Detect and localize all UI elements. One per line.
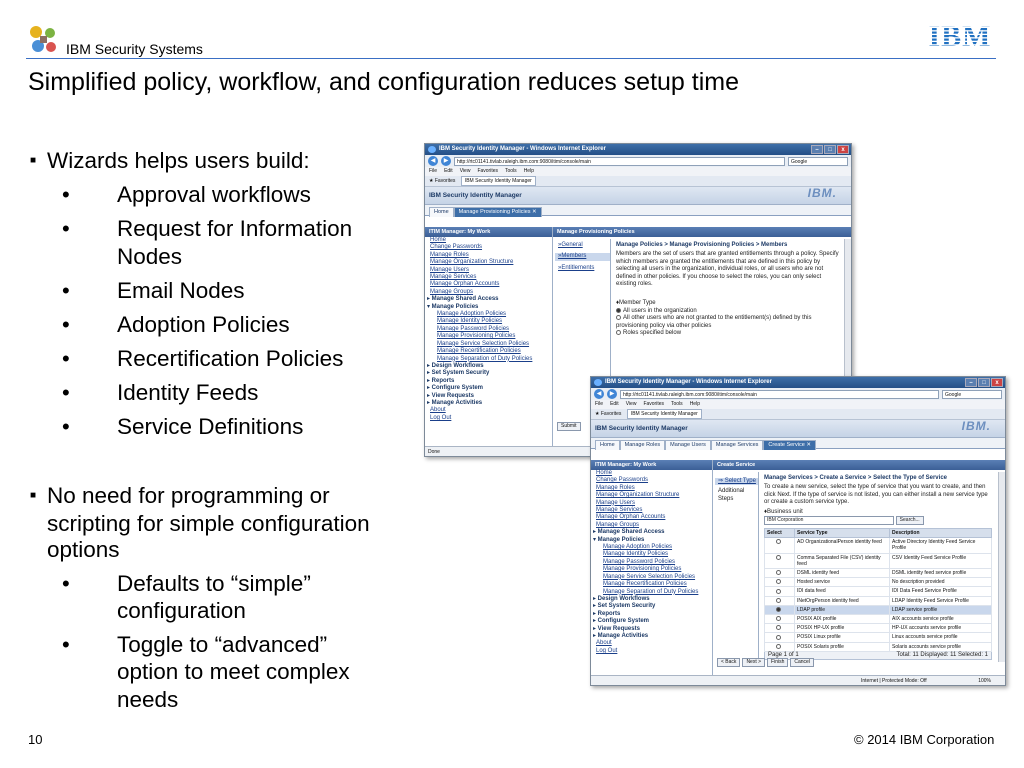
menu-file[interactable]: File <box>429 168 438 174</box>
service-type-cell: Comma Separated File (CSV) identity feed <box>795 553 890 568</box>
dot-bullet-icon: • <box>62 278 70 303</box>
service-type-cell: Hosted service <box>795 578 890 587</box>
menu-tools[interactable]: Tools <box>505 168 517 174</box>
browser-tab[interactable]: IBM Security Identity Manager <box>627 409 702 419</box>
create-service-description: To create a new service, select the type of service that you want to create, and then click Next. If the type of service is not listed, you can either install a new service type or create a custom service type. <box>764 484 988 506</box>
ibm-logo <box>925 21 995 49</box>
copyright: © 2014 IBM Corporation <box>854 732 995 747</box>
status-bar <box>591 675 1005 685</box>
page-info: Page 1 of 1 <box>768 651 799 658</box>
browser-window-create-service <box>590 376 1006 686</box>
menu-view[interactable]: View <box>459 168 471 174</box>
service-type-table <box>764 528 992 652</box>
left-pane-header: ITIM Manager: My Work <box>591 460 712 470</box>
service-type-cell: POSIX Solaris profile <box>795 642 890 651</box>
nav-link[interactable]: About <box>596 640 612 647</box>
table-row[interactable] <box>765 615 992 624</box>
table-row[interactable] <box>765 578 992 587</box>
scrollbar[interactable] <box>998 472 1005 662</box>
product-banner <box>425 187 851 205</box>
nav-link[interactable]: Manage Password Policies <box>603 558 676 565</box>
step-general[interactable]: »General <box>558 242 583 248</box>
cancel-button[interactable]: Cancel <box>790 658 814 667</box>
members-description: Members are the set of users that are granted entitlements through a policy. Specify which members are granted the entitlements that are defined in this policy by selecting all users in the organization, individual roles, or all users who are not defined in other policies. If you choose to select the roles, you can only select existing roles. <box>616 251 839 288</box>
nav-link[interactable]: Manage Separation of Duty Policies <box>603 588 699 595</box>
nav-link[interactable]: Manage Recertification Policies <box>437 348 521 355</box>
menu-edit[interactable]: Edit <box>610 401 619 407</box>
bullet-item-cont: Nodes <box>117 244 183 269</box>
table-row[interactable] <box>765 642 992 651</box>
finish-button[interactable]: Finish <box>767 658 788 667</box>
nav-link[interactable]: Manage Adoption Policies <box>437 311 507 318</box>
search-input[interactable]: Google <box>942 390 1002 399</box>
back-icon[interactable]: ◀ <box>428 156 438 166</box>
tab-manage-provisioning-policies[interactable]: Manage Provisioning Policies ✕ <box>454 207 542 217</box>
nav-link[interactable]: Manage Orphan Accounts <box>430 281 500 288</box>
service-type-cell: POSIX Linux profile <box>795 633 890 642</box>
description-cell: IDI Data Feed Service Profile <box>890 587 992 596</box>
radio-button[interactable] <box>616 315 621 320</box>
nav-link[interactable]: Manage Orphan Accounts <box>596 514 666 521</box>
table-row[interactable] <box>765 569 992 578</box>
security-zone: Internet | Protected Mode: Off <box>861 678 927 684</box>
create-service-content <box>761 472 995 660</box>
nav-link[interactable]: Manage Adoption Policies <box>603 544 673 551</box>
tab-create-service[interactable]: Create Service ✕ <box>763 440 816 450</box>
table-row[interactable] <box>765 605 992 614</box>
nav-link[interactable]: Manage Roles <box>596 484 635 491</box>
search-button[interactable]: Search... <box>896 516 924 525</box>
forward-icon[interactable]: ▶ <box>441 156 451 166</box>
bullet-main: No need for programming or <box>47 483 330 508</box>
page-number: 10 <box>28 732 43 747</box>
dot-bullet-icon: • <box>62 312 70 337</box>
window-titlebar <box>425 144 851 155</box>
left-pane-header: ITIM Manager: My Work <box>425 227 552 237</box>
bullet-main-cont: options <box>47 537 120 562</box>
search-input[interactable]: Google <box>788 157 848 166</box>
nav-section[interactable]: ▾ Manage Policies <box>593 536 645 543</box>
description-cell: Linux accounts service profile <box>890 633 992 642</box>
tab-home[interactable]: Home <box>595 440 620 450</box>
tab-home[interactable]: Home <box>429 207 454 217</box>
next-button[interactable]: Next > <box>742 658 765 667</box>
maximize-button[interactable]: □ <box>824 145 836 154</box>
table-row[interactable] <box>765 633 992 642</box>
ibm-banner-logo: IBM. <box>807 186 837 200</box>
nav-link[interactable]: Manage Users <box>596 499 636 506</box>
ibm-banner-logo: IBM. <box>961 419 991 433</box>
nav-link[interactable]: Log Out <box>596 647 618 654</box>
description-cell: LDAP service profile <box>890 605 992 614</box>
bullet-item: Email Nodes <box>117 278 245 303</box>
menu-bar <box>591 400 1005 409</box>
favorites-bar <box>591 409 1005 420</box>
ie-icon <box>428 146 436 153</box>
table-row[interactable] <box>765 624 992 633</box>
description-cell: AIX accounts service profile <box>890 615 992 624</box>
radio-button[interactable] <box>616 330 621 335</box>
bullet-item: Identity Feeds <box>117 380 259 405</box>
menu-bar <box>425 167 851 176</box>
step-members[interactable]: »Members <box>555 253 610 260</box>
step-additional-cont: Steps <box>718 495 734 502</box>
service-type-cell: DSML identity feed <box>795 569 890 578</box>
nav-link[interactable]: Home <box>430 237 447 243</box>
wizard-steps <box>715 472 759 662</box>
tab-manage-users[interactable]: Manage Users <box>665 440 711 450</box>
member-type-label: ♦Member Type <box>616 300 656 307</box>
breadcrumb: Manage Policies > Manage Provisioning Policies > Members <box>616 242 788 248</box>
row-radio-button[interactable] <box>776 570 781 575</box>
nav-link[interactable]: Manage Service Selection Policies <box>437 340 530 347</box>
url-input[interactable]: http://rtc01141.tivlab.raleigh.ibm.com:9080/itim/console/main <box>620 390 939 399</box>
service-type-cell: POSIX AIX profile <box>795 615 890 624</box>
left-nav-list <box>591 470 712 655</box>
nav-link[interactable]: Change Passwords <box>596 477 649 484</box>
table-row[interactable] <box>765 538 992 553</box>
wizard-buttons <box>717 658 816 667</box>
maximize-button[interactable]: □ <box>978 378 990 387</box>
nav-link[interactable]: Manage Provisioning Policies <box>603 566 682 573</box>
bullet-item: Recertification Policies <box>117 346 344 371</box>
nav-section[interactable]: ▸ Manage Activities <box>593 632 649 639</box>
product-banner <box>591 420 1005 438</box>
breadcrumb: Manage Services > Create a Service > Select the Type of Service <box>764 475 947 481</box>
tab-manage-services[interactable]: Manage Services <box>711 440 764 450</box>
table-row[interactable] <box>765 553 992 568</box>
left-nav-pane <box>591 460 713 677</box>
col-service-type[interactable]: Service Type <box>795 529 890 538</box>
window-title: IBM Security Identity Manager - Windows Internet Explorer <box>439 146 606 152</box>
row-radio-button[interactable] <box>776 555 781 560</box>
description-cell: Active Directory Identity Feed Service Profile <box>890 538 992 553</box>
back-button[interactable]: < Back <box>717 658 740 667</box>
service-type-cell: AD OrganizationalPerson identity feed <box>795 538 890 553</box>
menu-view[interactable]: View <box>625 401 637 407</box>
bullet-item: Approval workflows <box>117 182 311 207</box>
radio-label: All users in the organization <box>623 307 697 314</box>
favorites-button[interactable]: Favorites <box>600 411 622 417</box>
window-titlebar <box>591 377 1005 388</box>
nav-link[interactable]: Manage Recertification Policies <box>603 581 687 588</box>
row-radio-button[interactable] <box>776 539 781 544</box>
bullet-item: Request for Information <box>117 216 353 241</box>
header-divider <box>26 58 996 59</box>
table-row[interactable] <box>765 587 992 596</box>
table-totals: Total: 11 Displayed: 11 Selected: 1 <box>896 651 988 658</box>
ie-icon <box>594 379 602 386</box>
nav-link[interactable]: Manage Password Policies <box>437 325 510 332</box>
forward-icon[interactable]: ▶ <box>607 389 617 399</box>
description-cell: LDAP Identity Feed Service Profile <box>890 596 992 605</box>
step-additional: Additional <box>718 488 745 495</box>
favorites-bar <box>425 176 851 187</box>
description-cell: DSML identity feed service profile <box>890 569 992 578</box>
nav-link[interactable]: Manage Groups <box>596 521 640 528</box>
dot-bullet-icon: • <box>62 380 70 405</box>
svg-text:IBM: IBM <box>928 21 992 49</box>
team-name: IBM Security Systems <box>66 41 203 57</box>
bullet-item: Defaults to “simple” <box>117 571 311 596</box>
back-icon[interactable]: ◀ <box>594 389 604 399</box>
radio-label: Roles specified below <box>623 330 682 337</box>
dot-bullet-icon: • <box>62 414 70 439</box>
nav-section[interactable]: ▸ View Requests <box>593 625 640 632</box>
nav-link[interactable]: Manage Groups <box>430 288 474 295</box>
business-unit-input[interactable]: IBM Corporation <box>764 516 894 525</box>
menu-favorites[interactable]: Favorites <box>643 401 664 407</box>
row-radio-button[interactable] <box>776 589 781 594</box>
nav-link[interactable]: Log Out <box>430 414 452 421</box>
bullet-main: Wizards helps users build: <box>47 148 310 173</box>
favorites-button[interactable]: Favorites <box>434 178 456 184</box>
row-radio-button[interactable] <box>776 607 781 612</box>
nav-link[interactable]: Manage Services <box>430 274 477 281</box>
nav-section[interactable]: ▸ Reports <box>593 610 621 617</box>
radio-button[interactable] <box>616 308 621 313</box>
dot-bullet-icon: • <box>62 632 70 657</box>
menu-edit[interactable]: Edit <box>444 168 453 174</box>
bullet-item: Adoption Policies <box>117 312 290 337</box>
slide-title: Simplified policy, workflow, and configuration reduces setup time <box>28 68 739 96</box>
description-cell: Solaris accounts service profile <box>890 642 992 651</box>
minimize-button[interactable]: – <box>965 378 977 387</box>
close-button[interactable]: x <box>837 145 849 154</box>
radio-label: All other users who are not granted to the entitlement(s) defined by this provisioning policy via other policies <box>616 315 812 329</box>
menu-tools[interactable]: Tools <box>671 401 683 407</box>
submit-button[interactable]: Submit <box>557 422 581 431</box>
nav-section[interactable]: ▸ Design Workflows <box>593 595 650 602</box>
square-bullet-icon: ■ <box>30 490 37 501</box>
left-nav-list <box>425 237 552 422</box>
nav-section[interactable]: ▸ Configure System <box>427 385 484 392</box>
nav-link[interactable]: Manage Identity Policies <box>603 551 669 558</box>
dot-bullet-icon: • <box>62 571 70 596</box>
description-cell: No description provided <box>890 578 992 587</box>
nav-link[interactable]: Manage Users <box>430 266 470 273</box>
nav-link[interactable]: Manage Service Selection Policies <box>603 573 696 580</box>
nav-link[interactable]: Manage Organization Structure <box>596 492 680 499</box>
description-cell: CSV Identity Feed Service Profile <box>890 553 992 568</box>
nav-section[interactable]: ▾ Manage Policies <box>427 303 479 310</box>
nav-link[interactable]: Manage Identity Policies <box>437 318 503 325</box>
row-radio-button[interactable] <box>776 625 781 630</box>
step-entitlements[interactable]: »Entitlements <box>558 264 595 271</box>
nav-section[interactable]: ▸ Set System Security <box>427 370 490 377</box>
address-bar <box>425 155 851 167</box>
nav-link[interactable]: Manage Organization Structure <box>430 259 514 266</box>
row-radio-button[interactable] <box>776 616 781 621</box>
row-radio-button[interactable] <box>776 579 781 584</box>
dot-bullet-icon: • <box>62 216 70 241</box>
nav-section[interactable]: ▸ Manage Shared Access <box>427 296 499 303</box>
business-unit-label: ♦Business unit <box>764 508 803 515</box>
nav-section[interactable]: ▸ Design Workflows <box>427 362 484 369</box>
description-cell: HP-UX accounts service profile <box>890 624 992 633</box>
row-radio-button[interactable] <box>776 598 781 603</box>
service-type-cell: INetOrgPerson identity feed <box>795 596 890 605</box>
right-pane-header: Create Service <box>713 460 1006 470</box>
product-name: IBM Security Identity Manager <box>429 192 522 199</box>
left-nav-pane <box>425 227 553 448</box>
bullet-main-cont: scripting for simple configuration <box>47 511 370 536</box>
product-name: IBM Security Identity Manager <box>595 425 688 432</box>
right-pane-header: Manage Provisioning Policies <box>553 227 852 237</box>
menu-favorites[interactable]: Favorites <box>477 168 498 174</box>
nav-section[interactable]: ▸ Manage Activities <box>427 399 483 406</box>
members-content <box>613 239 843 338</box>
nav-link[interactable]: About <box>430 407 446 414</box>
url-input[interactable]: http://rtc01141.tivlab.raleigh.ibm.com:9080/itim/console/main <box>454 157 785 166</box>
service-type-cell: LDAP profile <box>795 605 890 614</box>
service-type-cell: POSIX HP-UX profile <box>795 624 890 633</box>
dot-bullet-icon: • <box>62 182 70 207</box>
step-select-type[interactable]: ⇒ Select Type <box>715 478 758 485</box>
table-row[interactable] <box>765 596 992 605</box>
console-tabs <box>591 438 1005 449</box>
tab-manage-roles[interactable]: Manage Roles <box>620 440 665 450</box>
bullet-item-cont: configuration <box>117 598 246 623</box>
window-title: IBM Security Identity Manager - Windows Internet Explorer <box>605 379 772 385</box>
nav-link[interactable]: Manage Services <box>596 507 643 514</box>
nav-section[interactable]: ▸ Configure System <box>593 618 650 625</box>
zoom-level[interactable]: 100% <box>978 678 991 684</box>
nav-section[interactable]: ▸ Manage Shared Access <box>593 529 665 536</box>
security-team-logo <box>26 22 60 56</box>
nav-link[interactable]: Manage Roles <box>430 251 469 258</box>
square-bullet-icon: ■ <box>30 155 37 166</box>
nav-link[interactable]: Manage Provisioning Policies <box>437 333 516 340</box>
nav-link[interactable]: Manage Separation of Duty Policies <box>437 355 533 362</box>
bullet-item: Service Definitions <box>117 414 304 439</box>
bullet-item: Toggle to “advanced” <box>117 632 328 657</box>
minimize-button[interactable]: – <box>811 145 823 154</box>
bullet-item-cont: option to meet complex <box>117 659 350 684</box>
nav-link[interactable]: Change Passwords <box>430 244 483 251</box>
dot-bullet-icon: • <box>62 346 70 371</box>
menu-help[interactable]: Help <box>689 401 700 407</box>
address-bar <box>591 388 1005 400</box>
row-radio-button[interactable] <box>776 635 781 640</box>
browser-tab[interactable]: IBM Security Identity Manager <box>461 176 536 186</box>
menu-file[interactable]: File <box>595 401 604 407</box>
service-type-cell: IDI data feed <box>795 587 890 596</box>
menu-help[interactable]: Help <box>523 168 534 174</box>
nav-section[interactable]: ▸ View Requests <box>427 392 474 399</box>
close-button[interactable]: x <box>991 378 1003 387</box>
console-tabs <box>425 205 851 216</box>
nav-link[interactable]: Home <box>596 470 613 476</box>
nav-section[interactable]: ▸ Reports <box>427 377 455 384</box>
bullet-item-cont: needs <box>117 687 179 712</box>
status-bar: Done <box>425 446 851 456</box>
col-select[interactable]: Select <box>765 529 795 538</box>
row-radio-button[interactable] <box>776 644 781 649</box>
star-icon: ★ <box>429 178 434 184</box>
col-description[interactable]: Description <box>890 529 992 538</box>
nav-section[interactable]: ▸ Set System Security <box>593 603 656 610</box>
star-icon: ★ <box>595 411 600 417</box>
